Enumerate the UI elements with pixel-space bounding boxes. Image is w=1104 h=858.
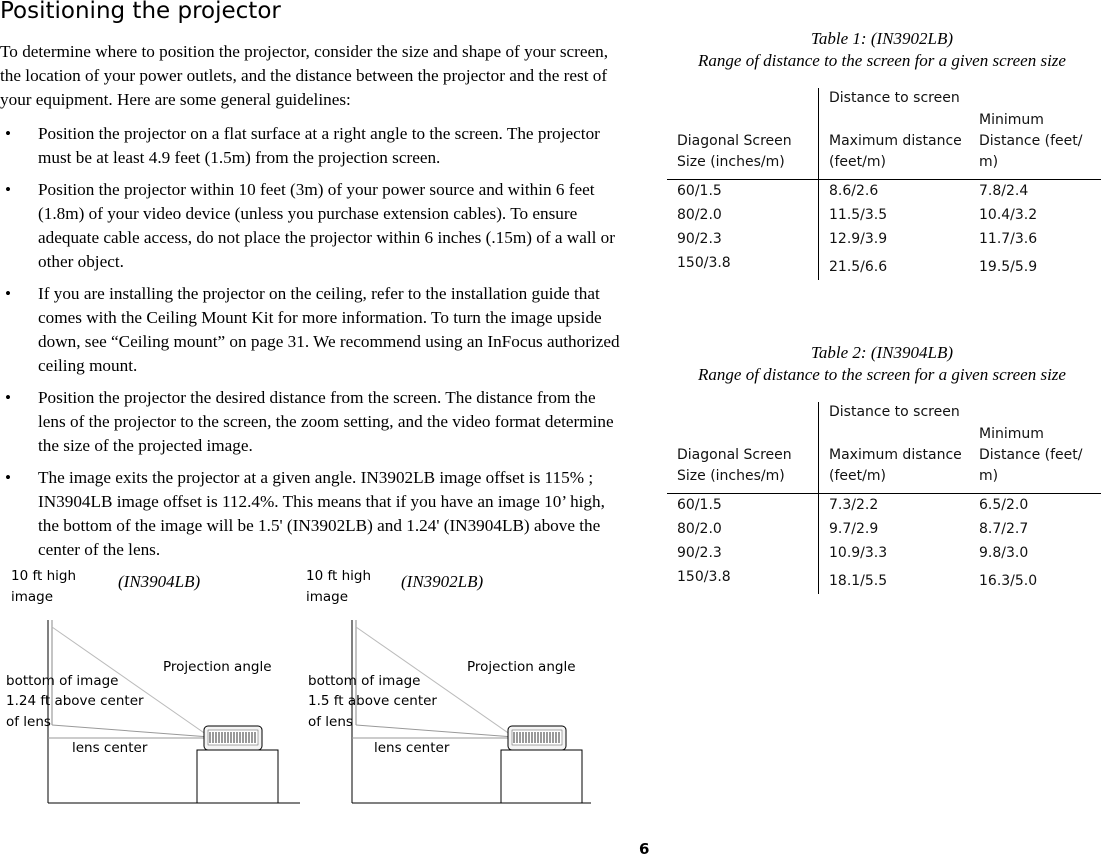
table1-group-header: Distance to screen (829, 90, 960, 106)
table-cell: 60/1.5 (667, 494, 819, 519)
table-cell: 6.5/2.0 (969, 494, 1101, 519)
table-cell: 7.3/2.2 (819, 494, 970, 519)
table-cell: 8.6/2.6 (819, 180, 970, 205)
table-cell: 150/3.8 (667, 566, 819, 594)
projector-icon (508, 726, 566, 750)
projection-angle-label: Projection angle (163, 659, 272, 675)
table-cell: 8.7/2.7 (979, 521, 1029, 537)
image-height-label: 10 ft high (306, 568, 372, 584)
table2-col3-header: Minimum Distance (feet/ m) (979, 426, 1083, 484)
image-height-label-2: image (306, 589, 349, 605)
table2-caption-title: Table 2: (IN3904LB) (811, 343, 953, 362)
table-cell: 12.9/3.9 (829, 231, 888, 247)
image-height-label-2: image (11, 589, 54, 605)
table1-empty-cell (667, 88, 819, 110)
table-cell: 80/2.0 (667, 518, 819, 542)
list-item: • Position the projector the desired distance from the screen. The distance from the lens of the projector to the screen, the zoom setting, and the video format determine the size of the projected image. (0, 386, 624, 458)
table-cell: 11.7/3.6 (979, 231, 1038, 247)
table1-caption-title: Table 1: (IN3902LB) (811, 29, 953, 48)
table-cell: 80/2.0 (667, 204, 819, 228)
diagram-in3902lb (304, 560, 609, 810)
list-item: • If you are installing the projector on the ceiling, refer to the installation guide that comes with the Ceiling Mount Kit for more information. To turn the image upside down, see “Ceiling mount” on page 31. We recommend using an InFocus authorized ceiling mount. (0, 282, 624, 378)
bottom-of-image-label: bottom of image (308, 673, 421, 689)
table2-empty-cell (667, 402, 819, 424)
table-row (667, 252, 1101, 280)
table-cell: 10.4/3.2 (979, 207, 1038, 223)
table-cell: 10.9/3.3 (829, 545, 888, 561)
offset-label: 1.5 ft above center (308, 693, 437, 709)
list-item: • Position the projector on a flat surface at a right angle to the screen. The projector must be at least 4.9 feet (1.5m) from the projection screen. (0, 122, 624, 170)
table-cell: 21.5/6.6 (829, 259, 888, 275)
of-lens-label: of lens (6, 714, 51, 730)
table2-group-header: Distance to screen (829, 404, 960, 420)
lens-center-label: lens center (374, 740, 450, 756)
table-cell: 11.5/3.5 (829, 207, 888, 223)
table-row (667, 518, 1101, 542)
image-height-label: 10 ft high (11, 568, 77, 584)
table-cell: 16.3/5.0 (979, 573, 1038, 589)
diagram-in3904lb (0, 560, 305, 810)
table-row (667, 542, 1101, 566)
table1-col1-header: Diagonal Screen Size (inches/m) (667, 110, 819, 180)
table-cell: 19.5/5.9 (979, 259, 1038, 275)
table-row (667, 228, 1101, 252)
table1 (667, 88, 1101, 280)
page-title: Positioning the projector (0, 0, 281, 24)
table-cell: 9.8/3.0 (979, 545, 1029, 561)
table-cell: 9.7/2.9 (829, 521, 879, 537)
table-cell: 60/1.5 (667, 180, 819, 205)
guideline-list (0, 122, 624, 570)
table1-col3-header: Minimum Distance (feet/ m) (979, 112, 1083, 170)
table1-caption (660, 28, 1104, 72)
table-cell: 90/2.3 (667, 228, 819, 252)
table2-caption-subtitle: Range of distance to the screen for a given screen size (698, 365, 1066, 384)
lens-center-label: lens center (72, 740, 148, 756)
table-cell: 18.1/5.5 (829, 573, 888, 589)
table-row (667, 180, 1101, 205)
bottom-of-image-label: bottom of image (6, 673, 119, 689)
table2 (667, 402, 1101, 594)
table-row (667, 204, 1101, 228)
table-row (667, 566, 1101, 594)
table2-caption (660, 342, 1104, 386)
table2-col2-header: Maximum distance (feet/m) (829, 447, 962, 484)
page-number: 6 (639, 840, 650, 858)
projector-icon (204, 726, 262, 750)
table-cell: 90/2.3 (667, 542, 819, 566)
table-row (667, 494, 1101, 519)
model-label: (IN3904LB) (118, 572, 201, 591)
list-item: • The image exits the projector at a given angle. IN3902LB image offset is 115% ; IN3904LB image offset is 112.4%. This means that if you have an image 10’ high, the bottom of the image will be 1.5' (IN3902LB) and 1.24' (IN3904LB) above the center of the lens. (0, 466, 624, 562)
table-cell: 7.8/2.4 (969, 180, 1101, 205)
offset-label: 1.24 ft above center (6, 693, 144, 709)
table1-col2-header: Maximum distance (feet/m) (829, 133, 962, 170)
of-lens-label: of lens (308, 714, 353, 730)
table2-col1-header: Diagonal Screen Size (inches/m) (667, 424, 819, 494)
intro-paragraph: To determine where to position the projector, consider the size and shape of your screen, the location of your power outlets, and the distance between the projector and the rest of your equipment. Here are some general guidelines: (0, 42, 609, 109)
table1-caption-subtitle: Range of distance to the screen for a given screen size (698, 51, 1066, 70)
projection-angle-label: Projection angle (467, 659, 576, 675)
table-cell: 150/3.8 (667, 252, 819, 280)
list-item: • Position the projector within 10 feet (3m) of your power source and within 6 feet (1.8m) of your video device (unless you purchase extension cables). To ensure adequate cable access, do not place the projector within 6 inches (.15m) of a wall or other object. (0, 178, 624, 274)
model-label: (IN3902LB) (401, 572, 484, 591)
